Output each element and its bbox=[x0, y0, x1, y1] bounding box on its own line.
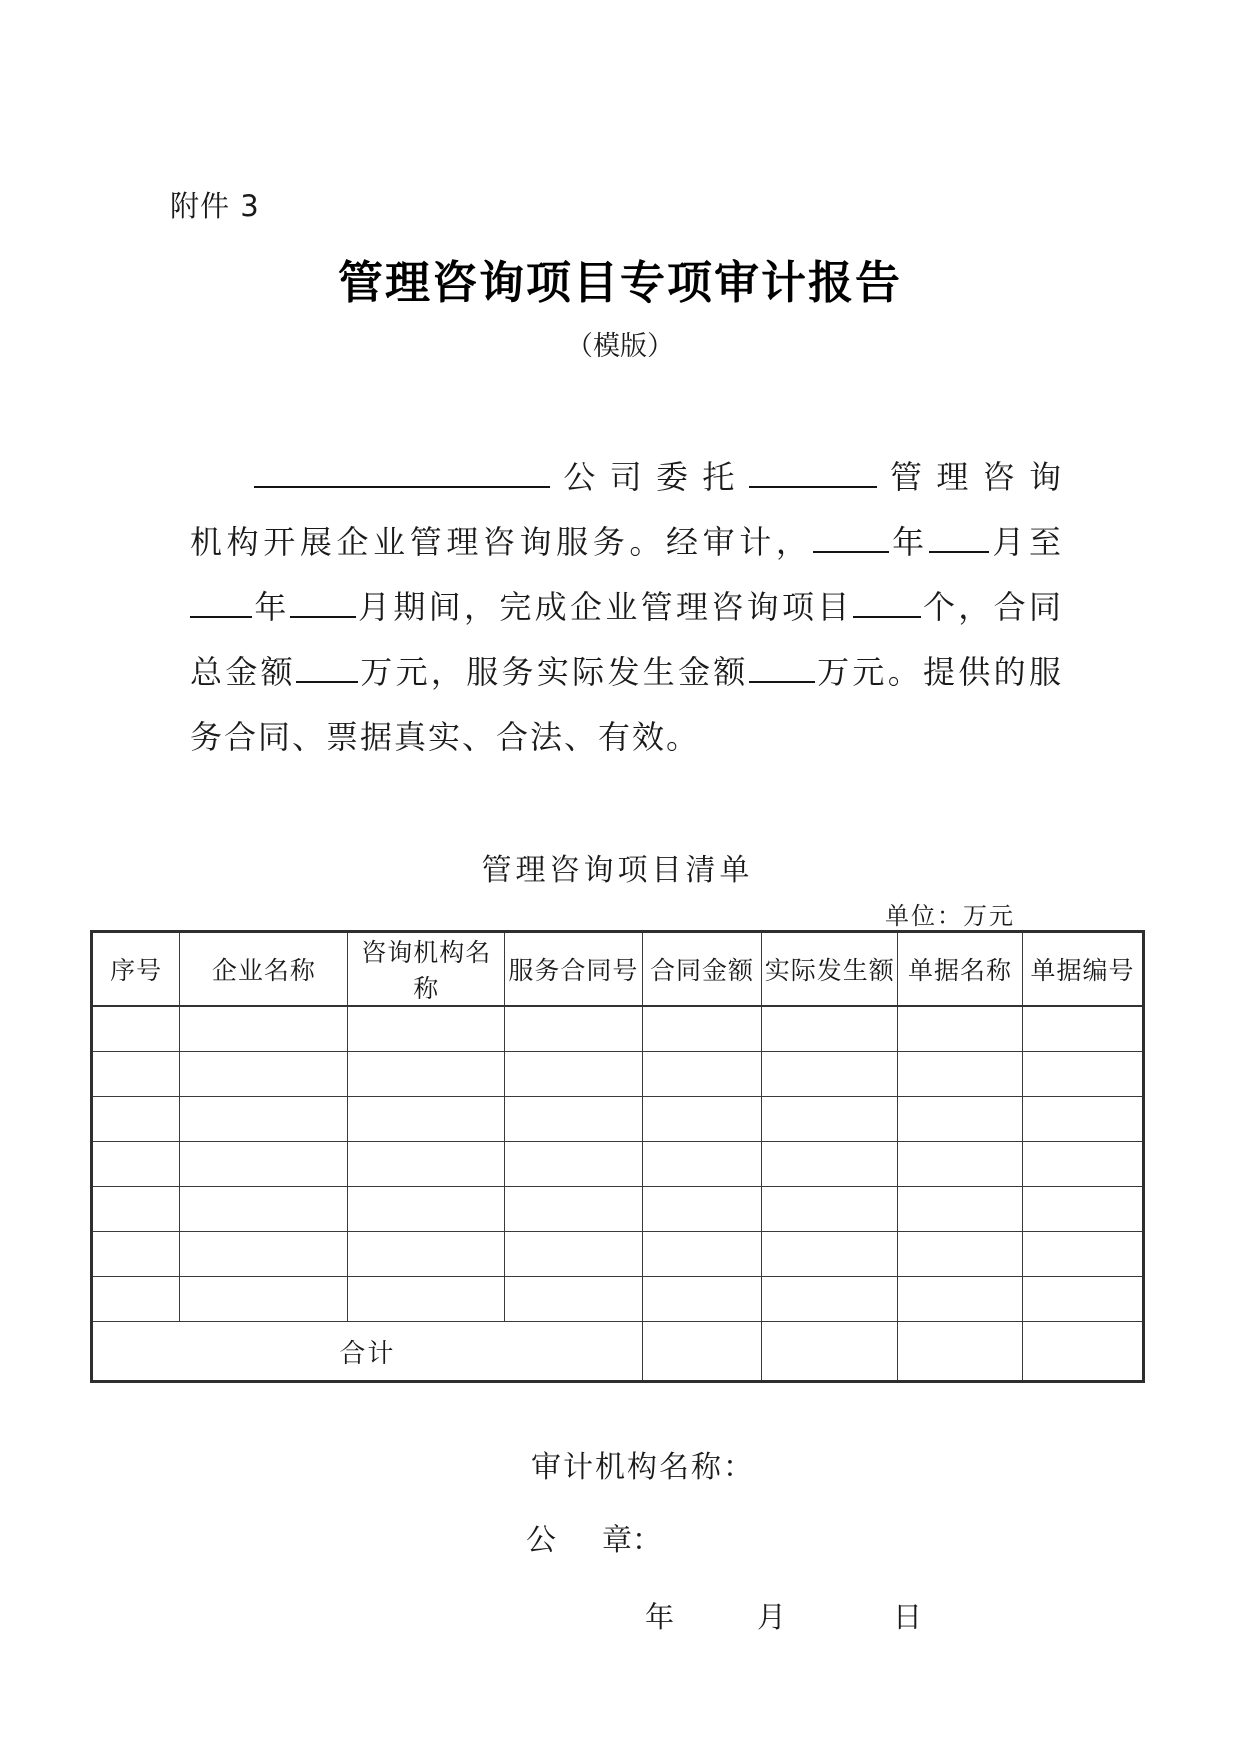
table-cell bbox=[642, 1052, 762, 1097]
paragraph-text: 万元。提供的服 bbox=[814, 654, 1062, 690]
table-cell bbox=[642, 1006, 762, 1052]
table-cell bbox=[898, 1277, 1023, 1322]
unit-label: 单位：万元 bbox=[885, 904, 1015, 930]
date-year-label: 年 bbox=[645, 1602, 675, 1634]
paragraph-line-1 bbox=[190, 445, 1062, 510]
table-cell bbox=[642, 1232, 762, 1277]
table-cell bbox=[180, 1142, 348, 1187]
fill-in-blank-month bbox=[290, 583, 356, 618]
table-row bbox=[92, 1142, 1144, 1187]
table-header-cell: 服务合同号 bbox=[504, 932, 642, 1007]
paragraph-text: 公司委托 bbox=[550, 459, 749, 495]
table-cell bbox=[348, 1052, 505, 1097]
paragraph-text: 总金额 bbox=[190, 654, 296, 690]
paragraph-text: 务合同、票据真实、合法、有效。 bbox=[190, 719, 701, 755]
total-value-cell bbox=[898, 1322, 1023, 1382]
table-cell bbox=[898, 1187, 1023, 1232]
body-paragraph bbox=[190, 445, 1062, 770]
paragraph-line-2 bbox=[190, 510, 1062, 575]
date-month-label: 月 bbox=[757, 1602, 787, 1634]
table-header-cell: 企业名称 bbox=[180, 932, 348, 1007]
table-cell bbox=[762, 1187, 898, 1232]
table-cell bbox=[92, 1277, 180, 1322]
table-row bbox=[92, 1232, 1144, 1277]
table-cell bbox=[898, 1142, 1023, 1187]
table-total-row bbox=[92, 1322, 1144, 1382]
table-cell bbox=[1023, 1142, 1144, 1187]
table-cell bbox=[504, 1006, 642, 1052]
table-cell bbox=[1023, 1052, 1144, 1097]
paragraph-text: 年 bbox=[888, 524, 929, 560]
table-header-cell: 实际发生额 bbox=[762, 932, 898, 1007]
table-cell bbox=[180, 1232, 348, 1277]
table-cell bbox=[1023, 1097, 1144, 1142]
table-cell bbox=[762, 1277, 898, 1322]
fill-in-blank-company bbox=[254, 453, 550, 488]
table-cell bbox=[92, 1187, 180, 1232]
paragraph-line-5 bbox=[190, 705, 1062, 770]
list-title: 管理咨询项目清单 bbox=[481, 854, 754, 887]
table-row bbox=[92, 1187, 1144, 1232]
seal-label-left: 公 bbox=[526, 1524, 556, 1557]
total-value-cell bbox=[1023, 1322, 1144, 1382]
table-cell bbox=[504, 1277, 642, 1322]
table-cell bbox=[1023, 1187, 1144, 1232]
table-cell bbox=[180, 1187, 348, 1232]
table-cell bbox=[504, 1232, 642, 1277]
table-cell bbox=[504, 1142, 642, 1187]
table-row bbox=[92, 1006, 1144, 1052]
table-cell bbox=[898, 1097, 1023, 1142]
total-label-cell: 合计 bbox=[92, 1322, 643, 1382]
table-cell bbox=[1023, 1006, 1144, 1052]
table-cell bbox=[642, 1187, 762, 1232]
page-subtitle: （模版） bbox=[566, 331, 674, 361]
page-title: 管理咨询项目专项审计报告 bbox=[337, 256, 902, 309]
table-cell bbox=[762, 1232, 898, 1277]
table-cell bbox=[504, 1052, 642, 1097]
table-cell bbox=[348, 1006, 505, 1052]
table-header-cell: 序号 bbox=[92, 932, 180, 1007]
table-cell bbox=[348, 1097, 505, 1142]
attachment-label: 附件 3 bbox=[170, 189, 260, 223]
fill-in-blank-actual-amount bbox=[749, 648, 815, 683]
table-cell bbox=[898, 1006, 1023, 1052]
table-cell bbox=[762, 1006, 898, 1052]
table-cell bbox=[1023, 1232, 1144, 1277]
fill-in-blank-year bbox=[190, 583, 252, 618]
table-cell bbox=[180, 1277, 348, 1322]
fill-in-blank-contract-amount bbox=[296, 648, 358, 683]
table-cell bbox=[898, 1052, 1023, 1097]
total-value-cell bbox=[642, 1322, 762, 1382]
total-value-cell bbox=[762, 1322, 898, 1382]
fill-in-blank-month bbox=[929, 518, 989, 553]
table-row bbox=[92, 1052, 1144, 1097]
paragraph-line-3 bbox=[190, 575, 1062, 640]
table-cell bbox=[1023, 1277, 1144, 1322]
official-seal-label bbox=[526, 1515, 662, 1559]
paragraph-text: 年 bbox=[252, 589, 290, 625]
table-cell bbox=[348, 1187, 505, 1232]
table-cell bbox=[762, 1142, 898, 1187]
table-cell bbox=[180, 1052, 348, 1097]
table-cell bbox=[642, 1097, 762, 1142]
table-cell bbox=[348, 1232, 505, 1277]
table-cell bbox=[348, 1277, 505, 1322]
fill-in-blank-year bbox=[813, 518, 889, 553]
seal-label-right: 章： bbox=[602, 1524, 662, 1557]
paragraph-line-4 bbox=[190, 640, 1062, 705]
fill-in-blank-count bbox=[853, 583, 921, 618]
fill-in-blank-agency bbox=[749, 453, 877, 488]
project-list-table bbox=[90, 930, 1145, 1383]
table-cell bbox=[180, 1006, 348, 1052]
paragraph-text: 个，合同 bbox=[920, 589, 1062, 625]
table-cell bbox=[762, 1097, 898, 1142]
paragraph-text: 机构开展企业管理咨询服务。经审计， bbox=[190, 524, 813, 560]
table-cell bbox=[92, 1232, 180, 1277]
table-cell bbox=[762, 1052, 898, 1097]
table-cell bbox=[180, 1097, 348, 1142]
table-header-cell: 合同金额 bbox=[642, 932, 762, 1007]
paragraph-text: 管理咨询 bbox=[876, 459, 1062, 495]
table-cell bbox=[92, 1052, 180, 1097]
table-header-cell: 单据编号 bbox=[1023, 932, 1144, 1007]
table-header-cell: 咨询机构名称 bbox=[348, 932, 505, 1007]
table-cell bbox=[642, 1277, 762, 1322]
table-cell bbox=[504, 1097, 642, 1142]
table-cell bbox=[504, 1187, 642, 1232]
paragraph-text: 月期间，完成企业管理咨询项目 bbox=[355, 589, 853, 625]
table-cell bbox=[92, 1006, 180, 1052]
table-row bbox=[92, 1097, 1144, 1142]
paragraph-text: 万元，服务实际发生金额 bbox=[357, 654, 749, 690]
table-cell bbox=[92, 1142, 180, 1187]
table-cell bbox=[642, 1142, 762, 1187]
table-cell bbox=[348, 1142, 505, 1187]
table-row bbox=[92, 1277, 1144, 1322]
table-header-cell: 单据名称 bbox=[898, 932, 1023, 1007]
auditor-name-label: 审计机构名称： bbox=[531, 1451, 755, 1484]
date-day-label: 日 bbox=[893, 1602, 923, 1634]
paragraph-text: 月至 bbox=[988, 524, 1062, 560]
table-cell bbox=[92, 1097, 180, 1142]
table-cell bbox=[898, 1232, 1023, 1277]
table-header-row bbox=[92, 932, 1144, 1007]
